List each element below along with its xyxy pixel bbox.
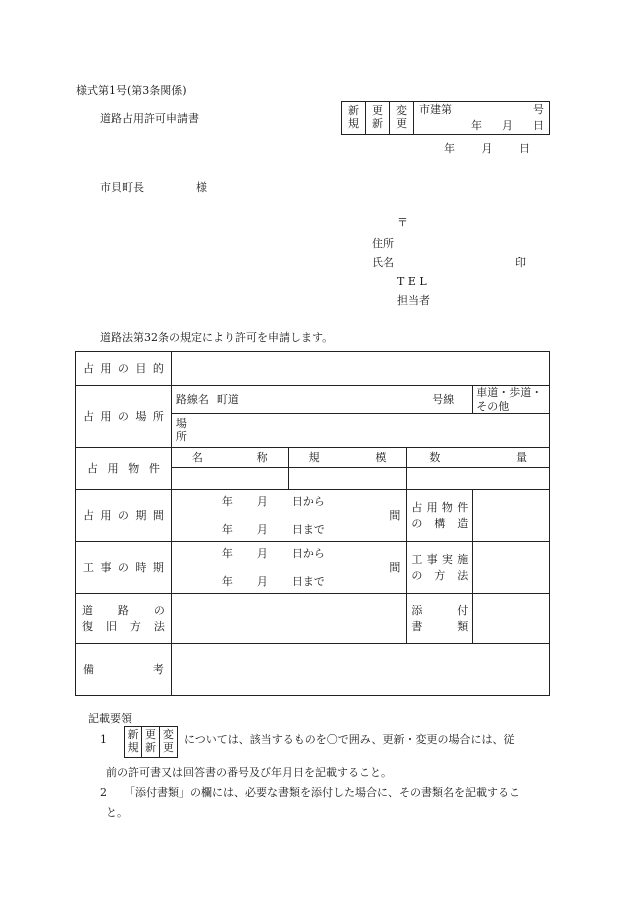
row-place-route [76, 386, 550, 414]
intro-text: 道路法第32条の規定により許可を申請します。 [100, 331, 334, 344]
remarks-label: 備 考 [76, 644, 172, 696]
remarks-field[interactable] [171, 644, 549, 696]
note-2-number: 2 [100, 786, 107, 799]
attachments-label: 添 付 書 類 [407, 594, 473, 644]
note-1-continuation: 前の許可書又は回答書の番号及び年月日を記載すること。 [106, 766, 392, 779]
structure-label: 占 用 物 件 の 構 造 [407, 490, 473, 542]
note-1-type-badge: 新 規 更 新 変 更 [124, 726, 178, 758]
object-name-header: 名 称 [171, 448, 288, 468]
note-2-continuation: と。 [106, 806, 128, 819]
type-renewal[interactable]: 更 新 [366, 102, 390, 134]
restore-label: 道 路 の 復 旧 方 法 [76, 594, 172, 644]
place-detail-field[interactable]: 場 所 [171, 414, 549, 448]
address-label: 住所 [372, 237, 394, 250]
application-date[interactable]: 年 月 日 [444, 142, 530, 155]
form-number: 様式第1号(第3条関係) [76, 84, 187, 97]
addressee-title: 様 [196, 181, 207, 194]
notes-title: 記載要領 [88, 712, 132, 725]
object-scale-header: 規 模 [288, 448, 407, 468]
row-remarks [76, 644, 550, 696]
object-scale-field[interactable] [288, 468, 407, 490]
attachments-field[interactable] [473, 594, 550, 644]
object-quantity-field[interactable] [407, 468, 550, 490]
period-label: 占 用 の 期 間 [76, 490, 172, 542]
reference-number-cell[interactable]: 市建第 号 年 月 日 [419, 102, 544, 132]
object-label: 占 用 物 件 [76, 448, 172, 490]
application-table [75, 351, 550, 696]
type-change[interactable]: 変 更 [390, 102, 414, 134]
row-period [76, 490, 550, 542]
row-work-period [76, 542, 550, 594]
postal-mark: 〒 [397, 216, 408, 229]
work-method-label: 工 事 実 施 の 方 法 [407, 542, 473, 594]
document-title: 道路占用許可申請書 [100, 112, 199, 125]
object-name-field[interactable] [171, 468, 288, 490]
tel-label: T E L [397, 275, 427, 288]
route-field[interactable]: 路線名 町道 号線 [171, 386, 472, 414]
note-1-text: については、該当するものを〇で囲み、更新・変更の場合には、従 [184, 733, 515, 746]
row-restore [76, 594, 550, 644]
note-2-text: 「添付書類」の欄には、必要な書類を添付した場合に、その書類名を記載するこ [124, 786, 520, 799]
note-1-number: 1 [100, 733, 107, 746]
period-field[interactable]: 年 月 日から 年 月 日まで 間 [171, 490, 406, 542]
type-new[interactable]: 新 規 [342, 102, 366, 134]
addressee: 市貝町長 [100, 181, 144, 194]
row-object-header [76, 448, 550, 468]
work-period-label: 工 事 の 時 期 [76, 542, 172, 594]
purpose-label: 占 用 の 目 的 [76, 352, 172, 386]
name-label: 氏名 [372, 256, 394, 269]
object-quantity-header: 数 量 [407, 448, 550, 468]
purpose-field[interactable] [171, 352, 549, 386]
application-type-box [341, 101, 550, 135]
seal-mark: 印 [515, 256, 526, 269]
restore-field[interactable] [171, 594, 406, 644]
work-period-field[interactable]: 年 月 日から 年 月 日まで 間 [171, 542, 406, 594]
place-label: 占 用 の 場 所 [76, 386, 172, 448]
road-type-field[interactable]: 車道・歩道・その他 [473, 386, 550, 414]
row-purpose [76, 352, 550, 386]
work-method-field[interactable] [473, 542, 550, 594]
structure-field[interactable] [473, 490, 550, 542]
person-in-charge-label: 担当者 [397, 294, 430, 307]
